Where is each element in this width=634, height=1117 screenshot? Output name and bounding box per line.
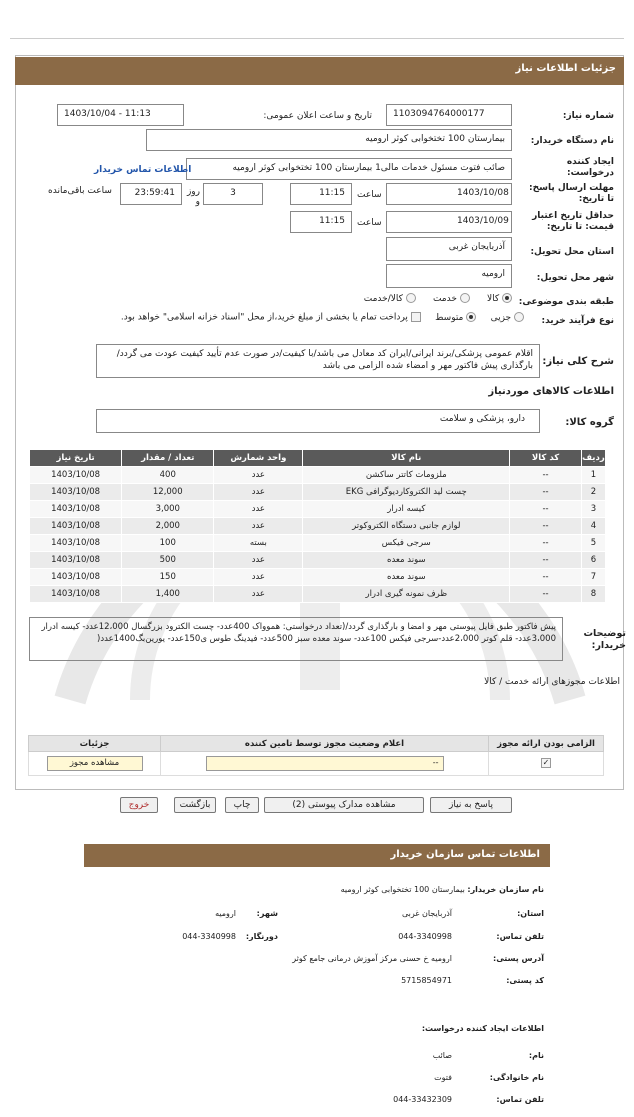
buyer-org-field: بیمارستان 100 تختخوابی کوثر ارومیه <box>146 129 512 151</box>
page-title-bar <box>15 57 624 85</box>
table-row <box>30 501 606 518</box>
cell: 1403/10/08 <box>30 467 122 484</box>
remaining-label: ساعت باقی‌مانده <box>48 186 112 196</box>
permits-col-details: جزئیات <box>29 736 161 752</box>
process-label: نوع فرآیند خرید: <box>541 316 614 326</box>
permits-col-required: الزامی بودن ارائه مجوز <box>489 736 604 752</box>
goods-table-header <box>30 450 606 467</box>
creator-label: ایجاد کننده درخواست: <box>566 157 614 178</box>
cell: عدد <box>214 484 303 501</box>
cell: 100 <box>122 535 214 552</box>
permit-status-field[interactable]: -- <box>206 756 444 771</box>
goods-table <box>29 449 606 603</box>
cell: -- <box>510 501 582 518</box>
print-button[interactable]: چاپ <box>225 797 259 813</box>
contact-province-label: استان: <box>517 909 544 918</box>
contact-fax-label: دورنگار: <box>245 932 278 941</box>
table-row <box>30 586 606 603</box>
contact-info-link[interactable]: اطلاعات تماس خریدار <box>94 165 192 175</box>
back-button[interactable]: بازگشت <box>174 797 216 813</box>
table-row <box>30 569 606 586</box>
validity-label: حداقل تاریخ اعتبار قیمت: تا تاریخ: <box>532 211 614 232</box>
radio-icon <box>406 293 416 303</box>
cell: چست لید الکتروکاردیوگرافی EKG <box>303 484 510 501</box>
col-code: کد کالا <box>510 450 582 467</box>
page-title: جزئیات اطلاعات نیاز <box>515 63 616 74</box>
creator-name-label: نام: <box>528 1051 544 1060</box>
contact-fax: 044-3340998 <box>182 932 236 941</box>
cell: 1403/10/08 <box>30 535 122 552</box>
col-qty: تعداد / مقدار <box>122 450 214 467</box>
cell: بسته <box>214 535 303 552</box>
cell: 1403/10/08 <box>30 552 122 569</box>
reply-date-field: 1403/10/08 <box>386 183 512 205</box>
view-permit-button[interactable]: مشاهده مجوز <box>47 756 143 771</box>
days-label: روز و <box>186 187 200 207</box>
contact-address: ارومیه خ حسنی مرکز آموزش درمانی جامع کوثر <box>292 954 452 963</box>
cell: سوند معده <box>303 552 510 569</box>
cell: عدد <box>214 569 303 586</box>
cell: -- <box>510 535 582 552</box>
creator-name: صائب <box>432 1051 452 1060</box>
remaining-time-field: 23:59:41 <box>120 183 182 205</box>
cell: عدد <box>214 501 303 518</box>
radio-icon <box>466 312 476 322</box>
cell: 5 <box>581 535 605 552</box>
cell: 1403/10/08 <box>30 484 122 501</box>
category-option-service[interactable]: خدمت <box>433 294 470 304</box>
description-label: شرح کلی نیاز: <box>542 356 614 367</box>
cell: 7 <box>581 569 605 586</box>
process-option-medium[interactable]: متوسط <box>435 313 476 323</box>
creator-phone-label: تلفن تماس: <box>496 1095 544 1104</box>
permit-required-cell <box>489 752 604 776</box>
need-number-label: شماره نیاز: <box>562 111 614 121</box>
days-count-field: 3 <box>203 183 263 205</box>
announce-field: 1403/10/04 - 11:13 <box>57 104 184 126</box>
creator-family-label: نام خانوادگی: <box>489 1073 544 1082</box>
col-date: تاریخ نیاز <box>30 450 122 467</box>
goods-group-label: گروه کالا: <box>565 417 614 428</box>
permits-col-status: اعلام وضعیت مجوز توسط تامین کننده <box>161 736 489 752</box>
table-row <box>30 484 606 501</box>
cell: 1403/10/08 <box>30 586 122 603</box>
contact-title: اطلاعات تماس سازمان خریدار <box>390 849 540 860</box>
checkbox-icon <box>411 312 421 322</box>
contact-postal: 5715854971 <box>401 976 452 985</box>
validity-time-label: ساعت <box>357 218 382 228</box>
cell: ملزومات کاتتر ساکشن <box>303 467 510 484</box>
payment-note: پرداخت تمام یا بخشی از مبلغ خرید،از محل "اسناد خزانه اسلامی" خواهد بود. <box>120 312 408 323</box>
creator-info-title: اطلاعات ایجاد کننده درخواست: <box>421 1024 544 1033</box>
cell: -- <box>510 569 582 586</box>
table-row <box>30 467 606 484</box>
cell: -- <box>510 467 582 484</box>
radio-icon <box>502 293 512 303</box>
cell: عدد <box>214 586 303 603</box>
creator-family: فتوت <box>434 1073 452 1082</box>
radio-icon <box>460 293 470 303</box>
col-unit: واحد شمارش <box>214 450 303 467</box>
city-field: ارومیه <box>386 264 512 288</box>
reply-time-label: ساعت <box>357 190 382 200</box>
category-label: طبقه بندی موضوعی: <box>518 297 614 307</box>
cell: کیسه ادرار <box>303 501 510 518</box>
cell: 500 <box>122 552 214 569</box>
process-options <box>121 312 524 323</box>
cell: لوازم جانبی دستگاه الکتروکوتر <box>303 518 510 535</box>
cell: عدد <box>214 518 303 535</box>
process-option-minor[interactable]: جزیی <box>491 313 524 323</box>
cell: 1403/10/08 <box>30 569 122 586</box>
cell: سرجی فیکس <box>303 535 510 552</box>
cell: -- <box>510 484 582 501</box>
col-row: ردیف <box>581 450 605 467</box>
cell: 4 <box>581 518 605 535</box>
goods-section-title: اطلاعات کالاهای موردنیاز <box>488 386 614 397</box>
contact-org: بیمارستان 100 تختخوابی کوثر ارومیه <box>340 885 465 894</box>
permits-table <box>28 735 604 776</box>
cell: -- <box>510 518 582 535</box>
buyer-notes-label: توضیحات خریدار: <box>583 628 626 651</box>
cell: 400 <box>122 467 214 484</box>
validity-date-field: 1403/10/09 <box>386 211 512 233</box>
cell: 3 <box>581 501 605 518</box>
goods-group-field: دارو، پزشکی و سلامت <box>96 409 540 433</box>
permit-status-cell <box>161 752 489 776</box>
category-option-both[interactable]: کالا/خدمت <box>364 294 416 304</box>
table-row <box>30 552 606 569</box>
col-name: نام کالا <box>303 450 510 467</box>
cell: عدد <box>214 467 303 484</box>
checkbox-icon: ✓ <box>542 758 550 768</box>
contact-phone: 044-3340998 <box>398 932 452 941</box>
top-divider <box>10 38 624 39</box>
announce-label: تاریخ و ساعت اعلان عمومی: <box>263 111 372 121</box>
table-row <box>30 518 606 535</box>
cell: -- <box>510 552 582 569</box>
cell: 2 <box>581 484 605 501</box>
province-field: آذربایجان غربی <box>386 237 512 261</box>
description-box: اقلام عمومی پزشکی/برند ایرانی/ایران کد معادل می باشد/با کیفیت/در صورت عدم تأیید کیفیت عودت می گردد/ بارگذاری پیش فاکتور مهر و امضاء شده الزامی می باشد <box>96 344 540 378</box>
attachments-button[interactable]: مشاهده مدارک پیوستی (2) <box>264 797 424 813</box>
reply-deadline-label: مهلت ارسال پاسخ: تا تاریخ: <box>529 183 614 204</box>
contact-postal-label: کد پستی: <box>506 976 544 985</box>
permits-title: اطلاعات مجوزهای ارائه خدمت / کالا <box>484 677 620 687</box>
cell: 8 <box>581 586 605 603</box>
contact-org-label: نام سازمان خریدار: <box>467 885 544 894</box>
treasury-checkbox[interactable] <box>411 313 421 323</box>
reply-time-field: 11:15 <box>290 183 352 205</box>
radio-icon <box>514 312 524 322</box>
cell: 2,000 <box>122 518 214 535</box>
contact-city: ارومیه <box>215 909 236 918</box>
province-label: استان محل تحویل: <box>530 247 614 257</box>
cell: 1403/10/08 <box>30 501 122 518</box>
creator-field: صائب فتوت مسئول خدمات مالی1 بیمارستان 100 تختخوابی کوثر ارومیه <box>186 158 512 180</box>
cell: عدد <box>214 552 303 569</box>
validity-time-field: 11:15 <box>290 211 352 233</box>
contact-province: آذربایجان غربی <box>401 909 452 918</box>
category-options <box>364 293 512 304</box>
cell: 12,000 <box>122 484 214 501</box>
permit-details-cell <box>29 752 161 776</box>
cell: 3,000 <box>122 501 214 518</box>
buyer-org-label: نام دستگاه خریدار: <box>530 136 614 146</box>
cell: ظرف نمونه گیری ادرار <box>303 586 510 603</box>
category-option-goods[interactable]: کالا <box>487 294 512 304</box>
need-number-field: 1103094764000177 <box>386 104 512 126</box>
table-row <box>30 535 606 552</box>
cell: 1,400 <box>122 586 214 603</box>
reply-button[interactable]: پاسخ به نیاز <box>430 797 512 813</box>
exit-button[interactable]: خروج <box>120 797 158 813</box>
cell: 1403/10/08 <box>30 518 122 535</box>
cell: 150 <box>122 569 214 586</box>
creator-phone: 044-33432309 <box>393 1095 452 1104</box>
buyer-notes-box: پیش فاکتور طبق فایل پیوستی مهر و امضا و بارگذاری گردد/(تعداد درخواستی: هموواک 400عدد- چست الکترود بزرگسال 12،000عدد- کیسه ادرار 3،000عدد- قلم کوتر 2،000عدد-سرجی فیکس 100عدد- سوند معده سبز 500عدد- فیدینگ طوس ی150عدد- یورین‌بگ1400عدد( <box>29 617 563 661</box>
contact-city-label: شهر: <box>256 909 278 918</box>
contact-phone-label: تلفن تماس: <box>496 932 544 941</box>
city-label: شهر محل تحویل: <box>536 273 614 283</box>
contact-title-bar <box>84 844 550 867</box>
cell: 1 <box>581 467 605 484</box>
contact-address-label: آدرس پستی: <box>493 954 544 963</box>
cell: سوند معده <box>303 569 510 586</box>
cell: 6 <box>581 552 605 569</box>
cell: -- <box>510 586 582 603</box>
